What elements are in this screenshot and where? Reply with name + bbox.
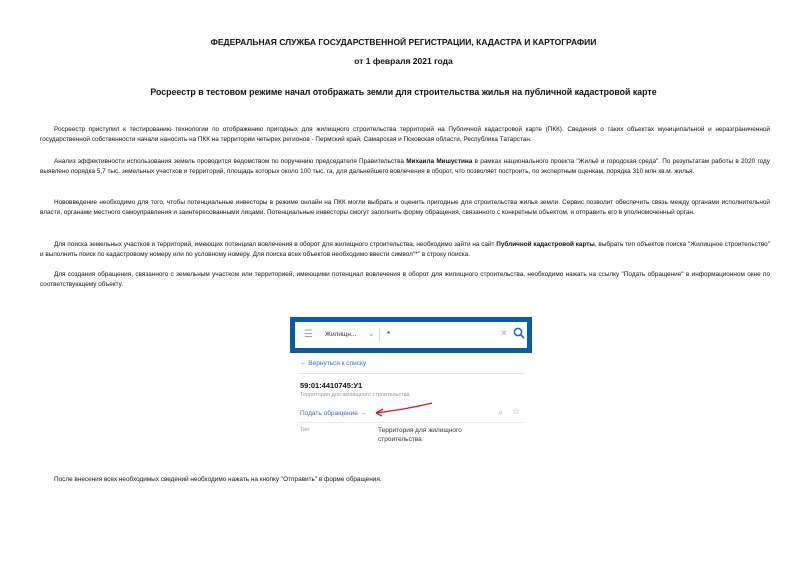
search-query[interactable]: *: [387, 330, 391, 339]
divider: [298, 422, 524, 423]
paragraph-2-text-a: Анализ эффективности использования земель проводится ведомством по поручению председателя Правительства: [54, 158, 407, 165]
paragraph-4: [40, 240, 770, 261]
submit-request-link[interactable]: Подать обращение →: [300, 410, 367, 417]
release-date: от 1 февраля 2021 года: [354, 56, 453, 66]
paragraph-4-bold: Публичной кадастровой карты: [496, 241, 595, 248]
pkk-search-box[interactable]: [295, 322, 527, 348]
paragraph-5-text: Для создания обращения, связанного с земельным участком или территорией, имеющими потенциал вовлечения в оборот для жилищного строительства, необходимо нажать на ссылку "Подать обращение" в информационном окне по соответствующему объекту.: [40, 271, 770, 289]
paragraph-2-bold: Михаила Мишустина: [406, 158, 473, 165]
zoom-to-object-icon[interactable]: ⌕: [498, 407, 504, 417]
paragraph-4-text-b: , выбрать тип объектов поиска "Жилищное строительство" и выполнить поиск по кадастровому номеру или по условному номеру. Для поиска всех объектов необходимо ввести символ"*" в строку поиска.: [40, 241, 770, 259]
paragraph-2-text-b: в рамках национального проекта "Жильё и городская среда". По результатам работы в 2020 году выявлено порядка 5,7 тыс. земельных участков и территорий, площадь которых около 100 тыс. га, для дальнейшего вовлечения в оборот, что позволяет построить, по экспертным оценкам, порядка 310 млн кв.м. жилья.: [40, 158, 770, 176]
paragraph-5: [40, 270, 770, 291]
headline: Росреестр в тестовом режиме начал отображать земли для строительства жилья на публичной кадастровой карте: [150, 87, 657, 97]
divider: [379, 328, 380, 342]
cadastral-number: 59:01:4410745:У1: [300, 381, 363, 390]
pkk-screenshot: [290, 317, 532, 451]
pkk-topbar: [290, 317, 532, 353]
paragraph-3: [40, 198, 770, 219]
paragraph-3-text: Нововведение необходимо для того, чтобы потенциальные инвесторы в режиме онлайн на ПКК могли выбрать и оценить пригодные для строительства жилья земли. Сервис позволит обеспечить связь между органами исполнительной власти, органами местного самоуправления и заинтересованными лицами. Потенциальные инвесторы смогут заполнить форму обращения, связанного с конкретным объектом, и отправить его в уполномоченный орган.: [40, 199, 770, 217]
paragraph-1: [40, 125, 770, 146]
menu-icon[interactable]: ☰: [304, 329, 313, 340]
divider: [298, 373, 524, 374]
paragraph-6: [40, 475, 770, 485]
back-to-list-link[interactable]: ← Вернуться к списку: [300, 360, 367, 367]
search-icon[interactable]: [513, 327, 525, 339]
layer-select[interactable]: Жилищн...: [325, 331, 357, 338]
org-title: ФЕДЕРАЛЬНАЯ СЛУЖБА ГОСУДАРСТВЕННОЙ РЕГИСТРАЦИИ, КАДАСТРА И КАРТОГРАФИИ: [210, 37, 597, 47]
chevron-down-icon[interactable]: ⌄: [368, 329, 375, 338]
paragraph-4-text-a: Для поиска земельных участков и территорий, имеющих потенциал вовлечения в оборот для жилищного строительства, необходимо зайти на сайт: [54, 241, 497, 248]
paragraph-6-text: После внесения всех необходимых сведений необходимо нажать на кнопку "Отправить" в форме обращения.: [54, 476, 382, 483]
paragraph-1-text: Росреестр приступил к тестированию технологии по отображению пригодных для жилищного строительства территорий на Публичной кадастровой карте (ПКК). Сведения о таких объектах муниципальной и неразграниченной государственной собственности начали наносить на ПКК на территории четырех регионов - Пермский край, Самарская и Псковская области, Республика Татарстан.: [40, 126, 770, 144]
close-icon[interactable]: ×: [501, 328, 507, 339]
type-value: Территория для жилищного строительства: [378, 427, 462, 443]
star-icon[interactable]: ☆: [512, 406, 521, 416]
type-label: Тип: [300, 427, 310, 433]
object-type: Территория для жилищного строительства: [300, 392, 410, 398]
paragraph-2: [40, 157, 770, 178]
